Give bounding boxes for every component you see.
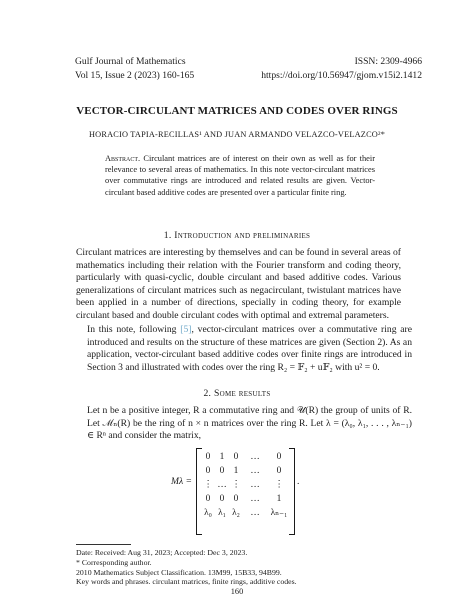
paper-title: VECTOR-CIRCULANT MATRICES AND CODES OVER RINGS xyxy=(76,105,398,117)
matrix-cell: 0 xyxy=(205,466,211,476)
matrix-entries xyxy=(201,451,291,520)
section-2-paragraph: Let n be a positive integer, R a commutative ring and 𝒰(R) the group of units of R. Let ℳₙ(R) be the ring of n × n matrices over the ring R. Let λ = (λ₀, λ₁, . . . , λₙ₋₁) ∈ Rⁿ and consider the matrix, xyxy=(87,405,412,442)
footnote-msc: 2010 Mathematics Subject Classification. 13M99, 15B33, 94B99. xyxy=(76,568,282,577)
page-number: 160 xyxy=(230,587,244,596)
matrix-cell: 1 xyxy=(219,452,225,462)
section-1-paragraph-2 xyxy=(76,324,412,374)
matrix-right-bracket xyxy=(289,448,295,535)
matrix-cell: 0 xyxy=(219,494,225,504)
matrix-cell: 0 xyxy=(205,452,211,462)
matrix-period: . xyxy=(297,476,300,487)
footnote-corresponding: * Corresponding author. xyxy=(76,558,152,567)
matrix-cell: 1 xyxy=(233,466,239,476)
section-1-heading: 1. Introduction and preliminaries xyxy=(163,230,311,241)
matrix-cell: … xyxy=(250,480,260,490)
section-1-paragraph-1: Circulant matrices are interesting by themselves and can be found in several areas of mathematics including their relation with the Fourier transform and coding theory, particularly with quasi-cyclic, double circulant and based additive codes. Various generalizations of circulant matrices such as negacirculant, twistulant matrices have been applied in a number of directions, specially in coding theory, for example circulant based and double circulant codes with optimal and extremal parameters. xyxy=(76,247,401,321)
matrix-cell: 0 xyxy=(233,494,239,504)
matrix-cell: 0 xyxy=(276,452,282,462)
matrix-equation xyxy=(0,448,474,536)
section-2-heading: 2. Some results xyxy=(203,388,271,399)
issn: ISSN: 2309-4966 xyxy=(354,56,422,67)
matrix-cell: 0 xyxy=(205,494,211,504)
matrix-cell: … xyxy=(250,452,260,462)
matrix-cell: ⋮ xyxy=(231,480,241,490)
citation-link[interactable]: [5] xyxy=(180,324,192,335)
para2-text-b: , vector-circulant matrices over a commutative ring are introduced and results on the structure of these matrices are given (Section 2). As an application, vector-circulant based additive codes over finite rings are introduced in Section 3 and illustrated with codes over the ring R₂ = 𝔽₂ + u𝔽₂ with u² = 0. xyxy=(87,324,412,373)
matrix-cell: ⋮ xyxy=(203,480,213,490)
doi-link[interactable]: https://doi.org/10.56947/gjom.v15i2.1412 xyxy=(261,70,422,81)
matrix-cell: … xyxy=(250,494,260,504)
para2-text-a: In this note, following xyxy=(87,324,181,335)
matrix-cell: λ₂ xyxy=(232,508,240,518)
matrix-cell: λ₁ xyxy=(218,508,226,518)
matrix-cell: 0 xyxy=(219,466,225,476)
abstract-label: Abstract. xyxy=(105,154,141,163)
matrix-cell: … xyxy=(250,508,260,518)
abstract-text: Circulant matrices are of interest on their own as well as for their relevance to several areas of mathematics. In this note vector-circulant matrices over commutative rings are introduced and related results are given. Vector-circulant based additive codes are presented over a particular finite ring. xyxy=(105,154,375,197)
matrix-cell: 0 xyxy=(276,466,282,476)
matrix-cell: ⋮ xyxy=(274,480,284,490)
matrix-cell: λ₀ xyxy=(204,508,212,518)
abstract xyxy=(105,153,375,198)
journal-name: Gulf Journal of Mathematics xyxy=(75,56,186,67)
footnote-date: Date: Received: Aug 31, 2023; Accepted: Dec 3, 2023. xyxy=(76,548,248,557)
footnote-keywords: Key words and phrases. circulant matrices, finite rings, additive codes. xyxy=(76,577,297,586)
volume-info: Vol 15, Issue 2 (2023) 160-165 xyxy=(75,70,195,81)
matrix-cell: … xyxy=(250,466,260,476)
matrix-label: Mλ = xyxy=(171,476,193,487)
matrix-cell: λₙ₋₁ xyxy=(270,508,288,518)
author-list: HORACIO TAPIA-RECILLAS¹ AND JUAN ARMANDO VELAZCO-VELAZCO²* xyxy=(88,130,386,139)
matrix-cell: 0 xyxy=(233,452,239,462)
journal-header xyxy=(75,55,422,83)
matrix-cell: 1 xyxy=(276,494,282,504)
matrix-cell: … xyxy=(217,480,227,490)
footnote-rule xyxy=(76,544,131,545)
